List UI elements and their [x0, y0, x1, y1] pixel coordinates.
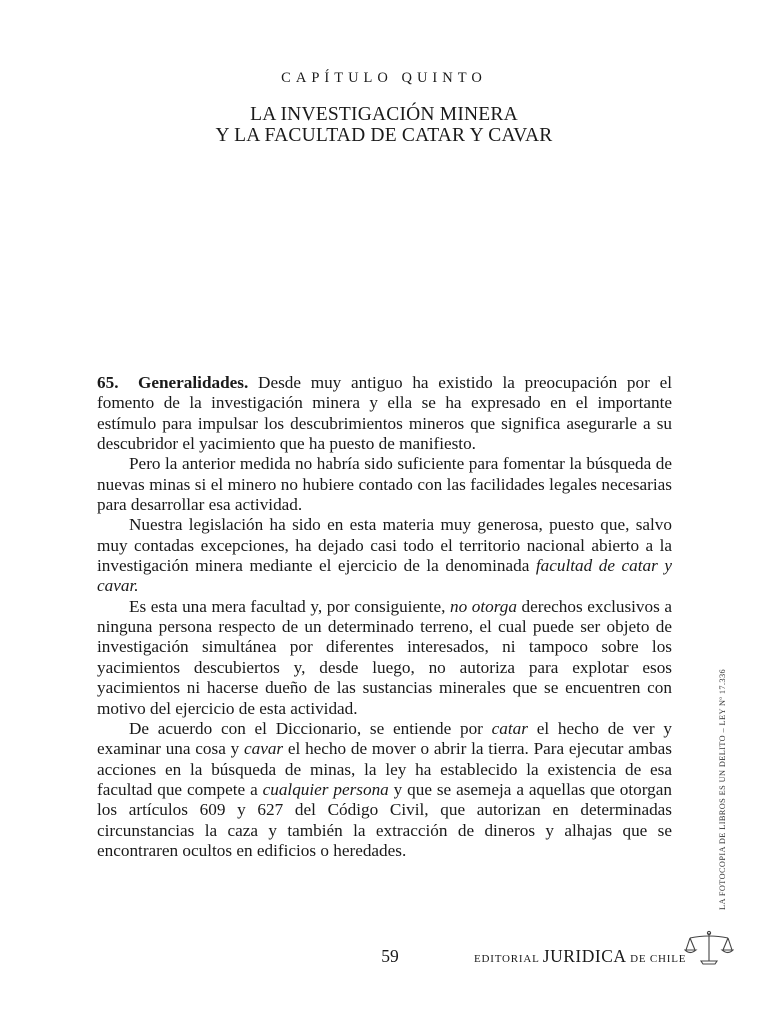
paragraph-5-emphasis-1: catar: [491, 718, 528, 738]
publisher-prefix: EDITORIAL: [474, 953, 543, 965]
paragraph-4-text-1: Es esta una mera facultad y, por consiguiente,: [129, 596, 450, 616]
paragraph-5-text-1: De acuerdo con el Diccionario, se entiende por: [129, 718, 492, 738]
paragraph-5-text-4: y que se asemeja a aquellas que otorgan los artículos 609 y 627 del Código Civil, que autorizan en determinadas circunstancias la caza y también la extracción de dineros y alhajas que se encontraren ocultos en edificios o heredades.: [97, 779, 672, 860]
section-heading: Generalidades.: [137, 373, 249, 392]
section-number: 65.: [97, 373, 119, 392]
chapter-title-line-1: LA INVESTIGACIÓN MINERA: [250, 104, 518, 125]
paragraph-5-emphasis-3: cualquier persona: [262, 779, 389, 799]
paragraph-3-text-1: Nuestra legislación ha sido en esta materia muy generosa, puesto que, salvo muy contadas excepciones, ha dejado casi todo el territorio nacional abierto a la investigación minera mediante el ejercicio de la denominada: [97, 515, 672, 576]
paragraph-5-emphasis-2: cavar: [243, 739, 284, 759]
publisher-imprint: [474, 946, 686, 967]
paragraph-2: Pero la anterior medida no habría sido suficiente para fomentar la búsqueda de nuevas minas si el minero no hubiere contado con las facilidades legales necesarias para desarrollar esa actividad.: [97, 454, 672, 515]
body-text: [97, 373, 672, 861]
page-number: 59: [381, 946, 399, 966]
paragraph-4-text-2: derechos exclusivos a ninguna persona respecto de un determinado terreno, el cual puede ser objeto de investigación simultánea por diferentes interesados, ni tampoco sobre los yacimientos descubiertos y, desde luego, no autoriza para explotar esos yacimientos ni hacerse dueño de las sustancias minerales que se encuentren con motivo del ejercicio de esta actividad.: [97, 596, 672, 718]
paragraph-5-text-3: el hecho de mover o abrir la tierra. Para ejecutar ambas acciones en la búsqueda de minas, la ley ha establecido la existencia de esa facultad que compete a: [97, 739, 672, 799]
paragraph-5: [97, 719, 672, 861]
paragraph-1: [97, 373, 672, 454]
copyright-side-note: LA FOTOCOPIA DE LIBROS ES UN DELITO – LEY Nº 17.336: [718, 668, 727, 910]
paragraph-3: [97, 515, 672, 596]
publisher-name: JURIDICA: [542, 946, 627, 966]
paragraph-5-text-2: el hecho de ver y examinar una cosa y: [97, 718, 672, 759]
scales-of-justice-icon: [684, 930, 734, 966]
paragraph-4-emphasis-1: no otorga: [449, 596, 517, 616]
chapter-label: CAPÍTULO QUINTO: [281, 70, 487, 86]
chapter-title-line-2: Y LA FACULTAD DE CATAR Y CAVAR: [215, 125, 553, 146]
paragraph-1-text: Desde muy antiguo ha existido la preocupación por el fomento de la investigación minera y ella se ha expresado en el importante estímulo para impulsar los descubrimientos mineros que significa asegurarle a su descubridor el yacimiento que ha puesto de manifiesto.: [97, 373, 672, 454]
paragraph-4: [97, 597, 672, 719]
chapter-title: [0, 104, 768, 146]
paragraph-3-emphasis-1: facultad de catar y cavar.: [97, 556, 672, 596]
publisher-suffix: DE CHILE: [626, 953, 687, 965]
